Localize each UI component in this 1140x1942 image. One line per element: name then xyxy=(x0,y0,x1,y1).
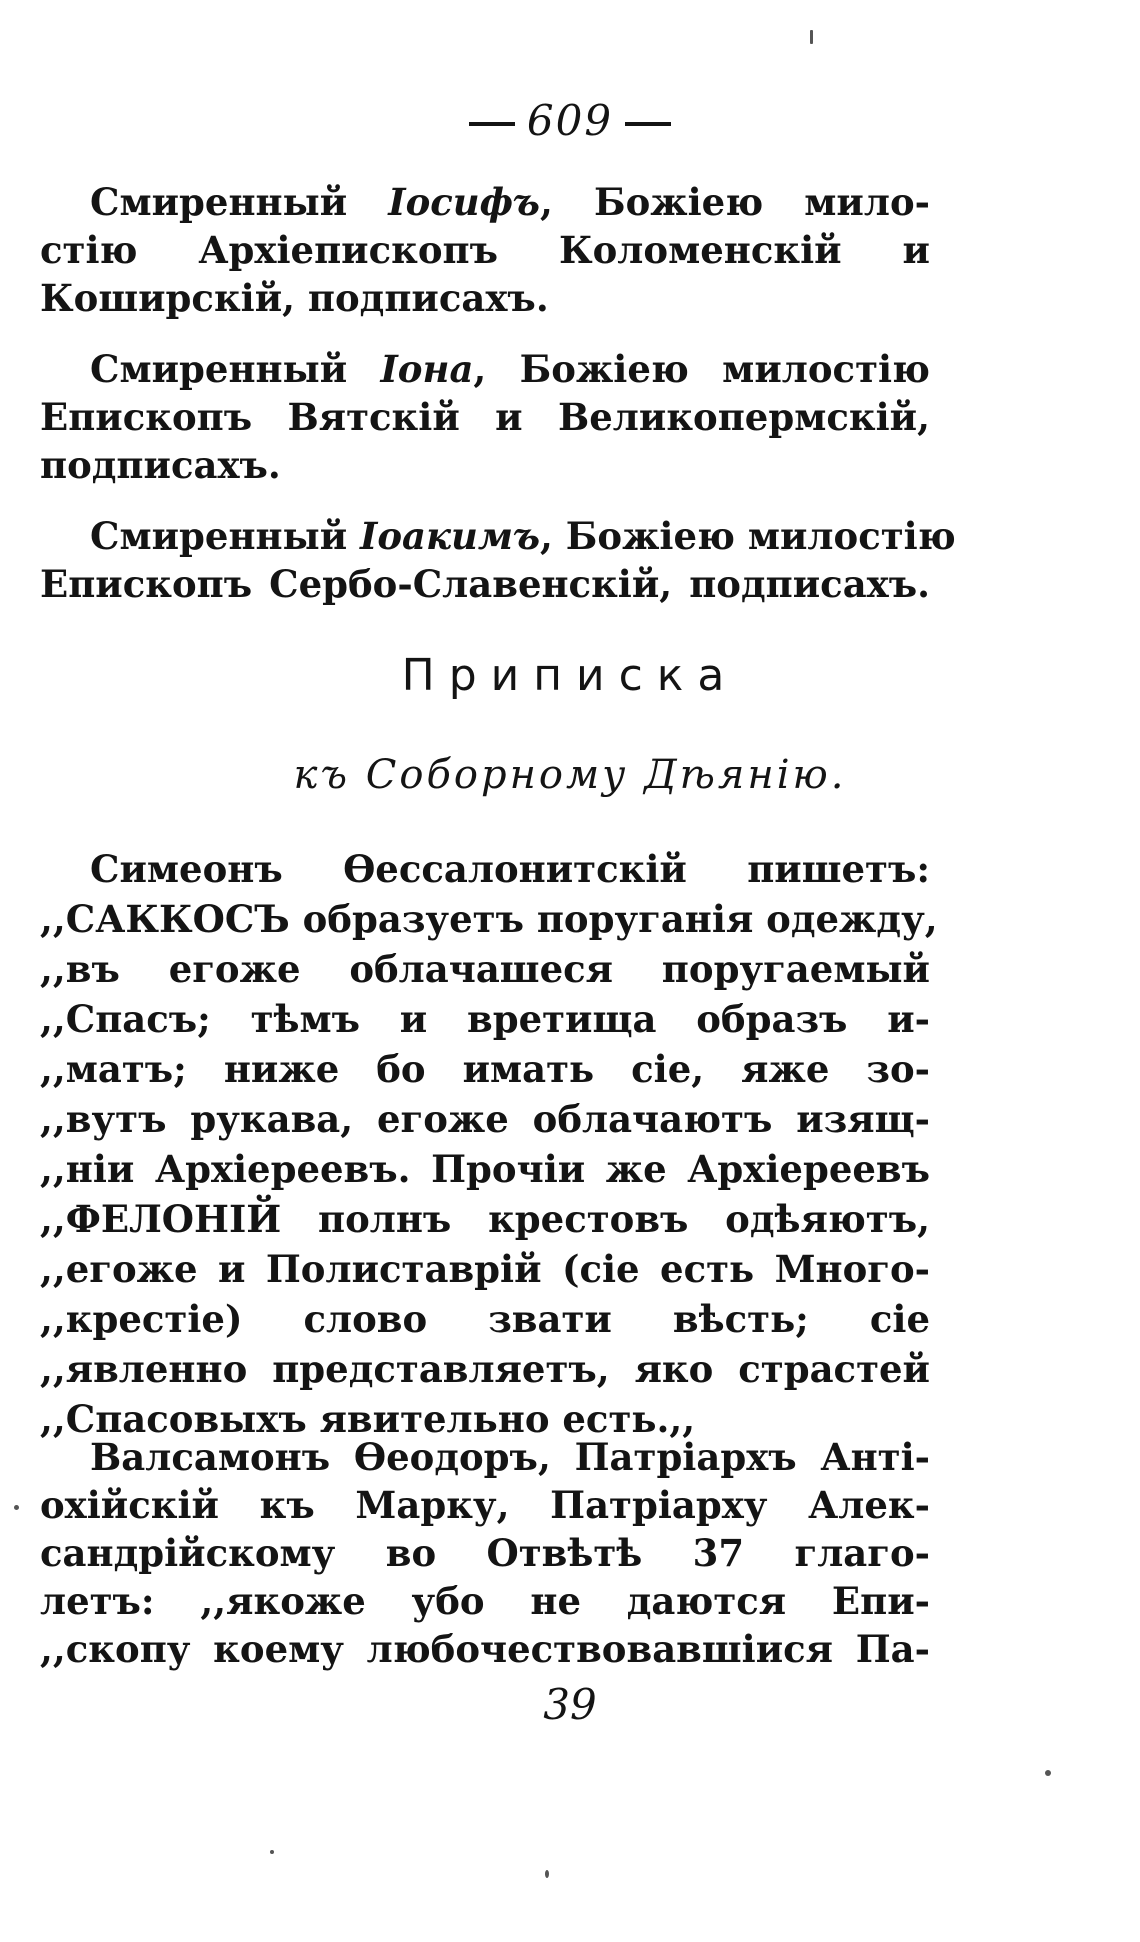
text-line: Валсамонъ Ѳеодоръ, Патріархъ Анті- xyxy=(90,1435,930,1479)
page-number: 609 xyxy=(0,96,1140,145)
text-line: ,,ніи Архіереевъ. Прочіи же Архіереевъ xyxy=(40,1147,930,1191)
text-line: Коширскій, подписахъ. xyxy=(40,276,549,320)
text-line: ,,Спасъ; тѣмъ и вретища образъ и- xyxy=(40,997,930,1041)
text-line: ,,скопу коему любочествовавшіися Па- xyxy=(40,1627,930,1671)
scan-speck xyxy=(1045,1770,1051,1776)
text-line: Смиренный Іона, Божіею милостію xyxy=(90,347,930,391)
section-subheading: къ Соборному Дѣянію. xyxy=(293,752,847,798)
text-line: ,,въ егоже облачашеся поругаемый xyxy=(40,947,930,991)
text-line: охійскій къ Марку, Патріарху Алек- xyxy=(40,1483,930,1527)
text-line: ,,вутъ рукава, егоже облачаютъ изящ- xyxy=(40,1097,930,1141)
scan-speck xyxy=(810,30,813,44)
text-line: ,,ФЕЛОНІЙ полнъ крестовъ одѣяютъ, xyxy=(40,1197,930,1241)
scan-speck xyxy=(14,1505,19,1510)
text-line: Епископъ Сербо-Славенскій, подписахъ. xyxy=(40,562,930,606)
text-line: сандрійскому во Отвѣтѣ 37 глаго- xyxy=(40,1531,930,1575)
text-line: ,,егоже и Полиставрій (сіе есть Много- xyxy=(40,1247,930,1291)
text-line: Епископъ Вятскій и Великопермскій, xyxy=(40,395,930,439)
text-line: ,,Спасовыхъ явительно есть.,, xyxy=(40,1397,696,1441)
text-line: летъ: ,,якоже убо не даются Епи- xyxy=(40,1579,930,1623)
text-line: ,,САККОСЪ образуетъ поруганія одежду, xyxy=(40,897,938,941)
text-line: Симеонъ Ѳессалонитскій пишетъ: xyxy=(90,847,930,891)
text-line: Смиренный Іоакимъ, Божіею милостію xyxy=(90,514,956,558)
section-heading: Приписка xyxy=(401,650,739,701)
text-line: ,,матъ; ниже бо имать сіе, яже зо- xyxy=(40,1047,930,1091)
text-line: стію Архіепископъ Коломенскій и xyxy=(40,228,930,272)
text-line: подписахъ. xyxy=(40,443,281,487)
text-line: Смиренный Іосифъ, Божіею мило- xyxy=(90,180,930,224)
scan-speck xyxy=(545,1870,549,1878)
text-line: ,,явленно представляетъ, яко страстей xyxy=(40,1347,930,1391)
scan-speck xyxy=(270,1850,274,1854)
text-line: ,,крестіе) слово звати вѣсть; сіе xyxy=(40,1297,930,1341)
signature-mark: 39 xyxy=(543,1680,597,1729)
